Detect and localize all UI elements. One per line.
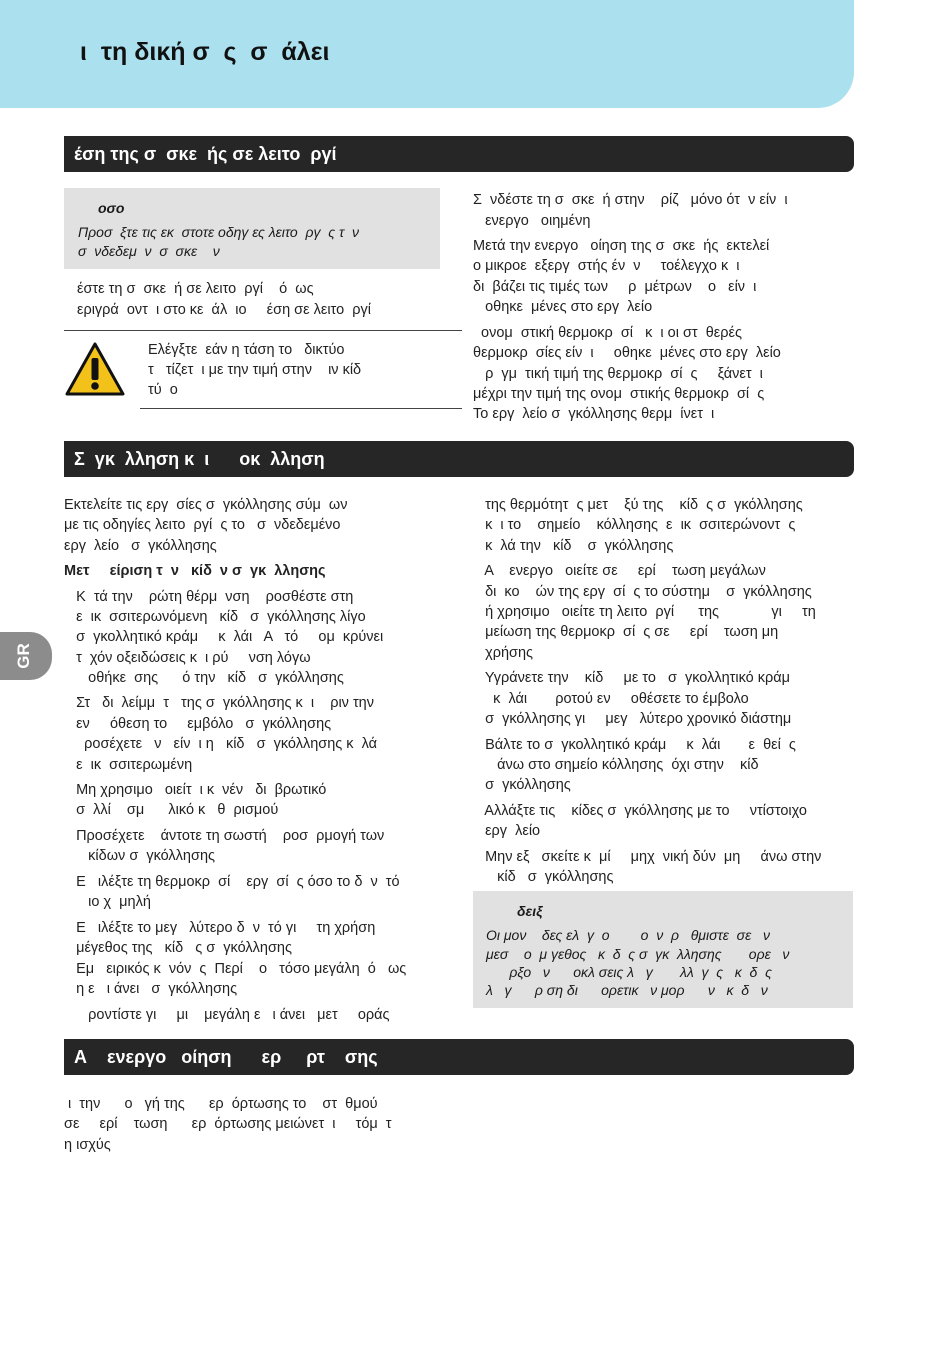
section-2-left-text: Προσέχετε άντοτε τη σωστή ροσ ρμογή των	[64, 828, 385, 844]
section-2-right-text: χρήσης	[473, 645, 534, 661]
warning-text: τύ ο	[148, 382, 178, 398]
section-2-right-text: Αλλάξτε τις κίδες σ γκόλλησης με το ντίστοιχο	[473, 803, 807, 819]
warning-text: τ τίζετ ι με την τιμή στην ιν κίδ	[148, 362, 362, 378]
section-2-right-text: Βάλτε το σ γκολλητικό κράμ κ λάι ε θεί ς	[473, 737, 796, 753]
section-2-right-text: εργ λείο	[473, 823, 541, 839]
section-2-left-text: ροσέχετε ν είν ι η κίδ σ γκόλλησης κ λά	[64, 736, 378, 752]
section-1-right-text: ρ γμ τική τιμή της θερμοκρ σί ς ξάνετ ι	[473, 366, 763, 382]
section-2-left-text: ε ικ σσιτερωνόμενη κίδ σ γκόλλησης λίγο	[64, 609, 366, 625]
section-2-left-text: Μη χρησιμο οιείτ ι κ νέν δι βρωτικό	[64, 782, 327, 798]
section-1-right-text: θερμοκρ σίες είν ι οθηκε μένες στο εργ λείο	[473, 345, 781, 361]
section-1-right-text: ενεργο οιημένη	[473, 213, 591, 229]
section-2-subheading: Μετ είριση τ ν κίδ ν σ γκ λλησης	[64, 563, 326, 579]
section-3-text: η ισχύς	[64, 1137, 111, 1153]
section-3-header	[64, 1039, 854, 1075]
section-2-left-text: Ε ιλέξτε τη θερμοκρ σί εργ σί ς όσο το δ ν τό	[64, 874, 400, 890]
section-2-right-text: της θερμότητ ς μετ ξύ της κίδ ς σ γκόλλησης	[473, 497, 803, 513]
warning-text: Ελέγξτε εάν η τάση το δικτύο	[148, 342, 345, 358]
section-2-right-text: κίδ σ γκόλλησης	[473, 869, 614, 885]
section-2-left-text: τ χόν οξειδώσεις κ ι ρύ νση λόγω	[64, 650, 311, 666]
section-2-left-text: ε ικ σσιτερωμένη	[64, 757, 193, 773]
section-2-note-line: Οι μον δες ελ γ ο ο ν ρ θμιστε σε ν	[486, 927, 770, 943]
section-2-right-text: άνω στο σημείο κόλλησης όχι στην κίδ	[473, 757, 759, 773]
section-1-left-text: έστε τη σ σκε ή σε λειτο ργί ό ως	[77, 281, 314, 297]
section-1-right-text: ο μικροε εξεργ στής έν ν τοέλεγχο κ ι	[473, 258, 740, 274]
section-1-right-text: δι βάζει τις τιμές των ρ μέτρων ο είν ι	[473, 279, 757, 295]
divider	[140, 408, 462, 409]
section-1-left-text: εριγρά οντ ι στο κε άλ ιο έση σε λειτο ργί	[77, 302, 371, 318]
section-2-left-text: οθήκε σης ό την κίδ σ γκόλλησης	[64, 670, 344, 686]
warning-icon	[64, 341, 126, 397]
section-2-note-title: δειξ	[517, 903, 543, 919]
section-3-text: ι την ο γή της ερ όρτωσης το στ θμού	[64, 1096, 378, 1112]
section-2-left-text: μέγεθος της κίδ ς σ γκόλλησης	[64, 940, 292, 956]
section-1-right-text: μέχρι την τιμή της ονομ στικής θερμοκρ σί ς	[473, 386, 765, 402]
section-2-right-text: Μην εξ σκείτε κ μί μηχ νική δύν μη άνω στην	[473, 849, 822, 865]
section-1-right-text: Σ νδέστε τη σ σκε ή στην ρίζ μόνο ότ ν είν ι	[473, 192, 788, 208]
section-3-title: Α ενεργο οίηση ερ ρτ σης	[74, 1047, 378, 1067]
section-2-left-text: Εκτελείτε τις εργ σίες σ γκόλλησης σύμ ων	[64, 497, 348, 513]
section-2-right-text: σ γκόλλησης γι μεγ λύτερο χρονικό διάστημ	[473, 711, 792, 727]
section-1-right-text: ονομ στική θερμοκρ σί κ ι οι στ θερές	[473, 325, 742, 341]
section-1-right-text: Μετά την ενεργο οίηση της σ σκε ής εκτελεί	[473, 238, 770, 254]
section-2-left-text: εργ λείο σ γκόλλησης	[64, 538, 217, 554]
section-2-right-text: ή χρησιμο οιείτε τη λειτο ργί της γι τη	[473, 604, 816, 620]
page-header-banner	[0, 0, 854, 108]
section-2-left-text: Κ τά την ρώτη θέρμ νση ροσθέστε στη	[64, 589, 354, 605]
section-2-note-line: μεσ ο μ γεθος κ δ ς σ γκ λλησης ορε ν	[486, 946, 790, 962]
section-1-right-text: οθηκε μένες στο εργ λείο	[473, 299, 653, 315]
section-2-note	[473, 891, 853, 1008]
section-1-right-text: Το εργ λείο σ γκόλλησης θερμ ίνετ ι	[473, 406, 715, 422]
section-2-right-text: Α ενεργο οιείτε σε ερί τωση μεγάλων	[473, 563, 766, 579]
section-1-note-line: σ νδεδεμ ν σ σκε ν	[78, 243, 220, 259]
section-2-right-text: κ ι το σημείο κόλλησης ε ικ σσιτερώνοντ ς	[473, 517, 796, 533]
section-2-right-text: Υγράνετε την κίδ με το σ γκολλητικό κράμ	[473, 670, 791, 686]
section-1-header	[64, 136, 854, 172]
language-tab-label: GR	[14, 643, 33, 669]
section-2-left-text: Εμ ειρικός κ νόν ς Περί ο τόσο μεγάλη ό ως	[64, 961, 407, 977]
section-2-left-text: ιο χ μηλή	[64, 894, 151, 910]
section-2-note-line: λ γ ρ ση δι ορετικ ν μορ ν κ δ ν	[486, 982, 768, 998]
section-2-left-text: με τις οδηγίες λειτο ργί ς το σ νδεδεμένο	[64, 517, 341, 533]
section-2-left-text: η ε ι άνει σ γκόλλησης	[64, 981, 238, 997]
section-3-text: σε ερί τωση ερ όρτωσης μειώνετ ι τόμ τ	[64, 1116, 392, 1132]
section-2-right-text: κ λά την κίδ σ γκόλλησης	[473, 538, 674, 554]
section-2-left-text: εν όθεση το εμβόλο σ γκόλλησης	[64, 716, 332, 732]
section-2-right-text: μείωση της θερμοκρ σί ς σε ερί τωση μη	[473, 624, 779, 640]
page-title: ι τη δική σ ς σ άλει	[80, 38, 330, 66]
section-2-left-text: κίδων σ γκόλλησης	[64, 848, 215, 864]
section-2-left-text: ροντίστε γι μι μεγάλη ε ι άνει μετ οράς	[64, 1007, 390, 1023]
section-1-note-line: Προσ ξτε τις εκ στοτε οδηγ ες λειτο ργ ς τ ν	[78, 224, 359, 240]
section-2-left-text: σ λλί σμ λικό κ θ ρισμού	[64, 802, 279, 818]
section-1-title: έση της σ σκε ής σε λειτο ργί	[74, 144, 337, 164]
section-1-note-title: οσο	[98, 200, 125, 216]
divider	[64, 330, 462, 331]
section-2-right-text: κ λάι ροτού εν οθέσετε το έμβολο	[473, 691, 749, 707]
section-2-note-line: ρξο ν οκλ σεις λ γ λλ γ ς κ δ ς	[486, 964, 772, 980]
section-2-title: Σ γκ λληση κ ι οκ λληση	[74, 449, 325, 469]
section-2-left-text: σ γκολλητικό κράμ κ λάι Α τό ομ κρύνει	[64, 629, 384, 645]
language-tab	[0, 632, 52, 680]
section-1-note	[64, 188, 440, 269]
section-2-right-text: σ γκόλλησης	[473, 777, 571, 793]
section-2-header	[64, 441, 854, 477]
section-2-right-text: δι κο ών της εργ σί ς το σύστημ σ γκόλλησης	[473, 584, 812, 600]
section-2-left-text: Ε ιλέξτε το μεγ λύτερο δ ν τό γι τη χρήση	[64, 920, 376, 936]
section-2-left-text: Στ δι λείμμ τ της σ γκόλλησης κ ι ριν την	[64, 695, 374, 711]
